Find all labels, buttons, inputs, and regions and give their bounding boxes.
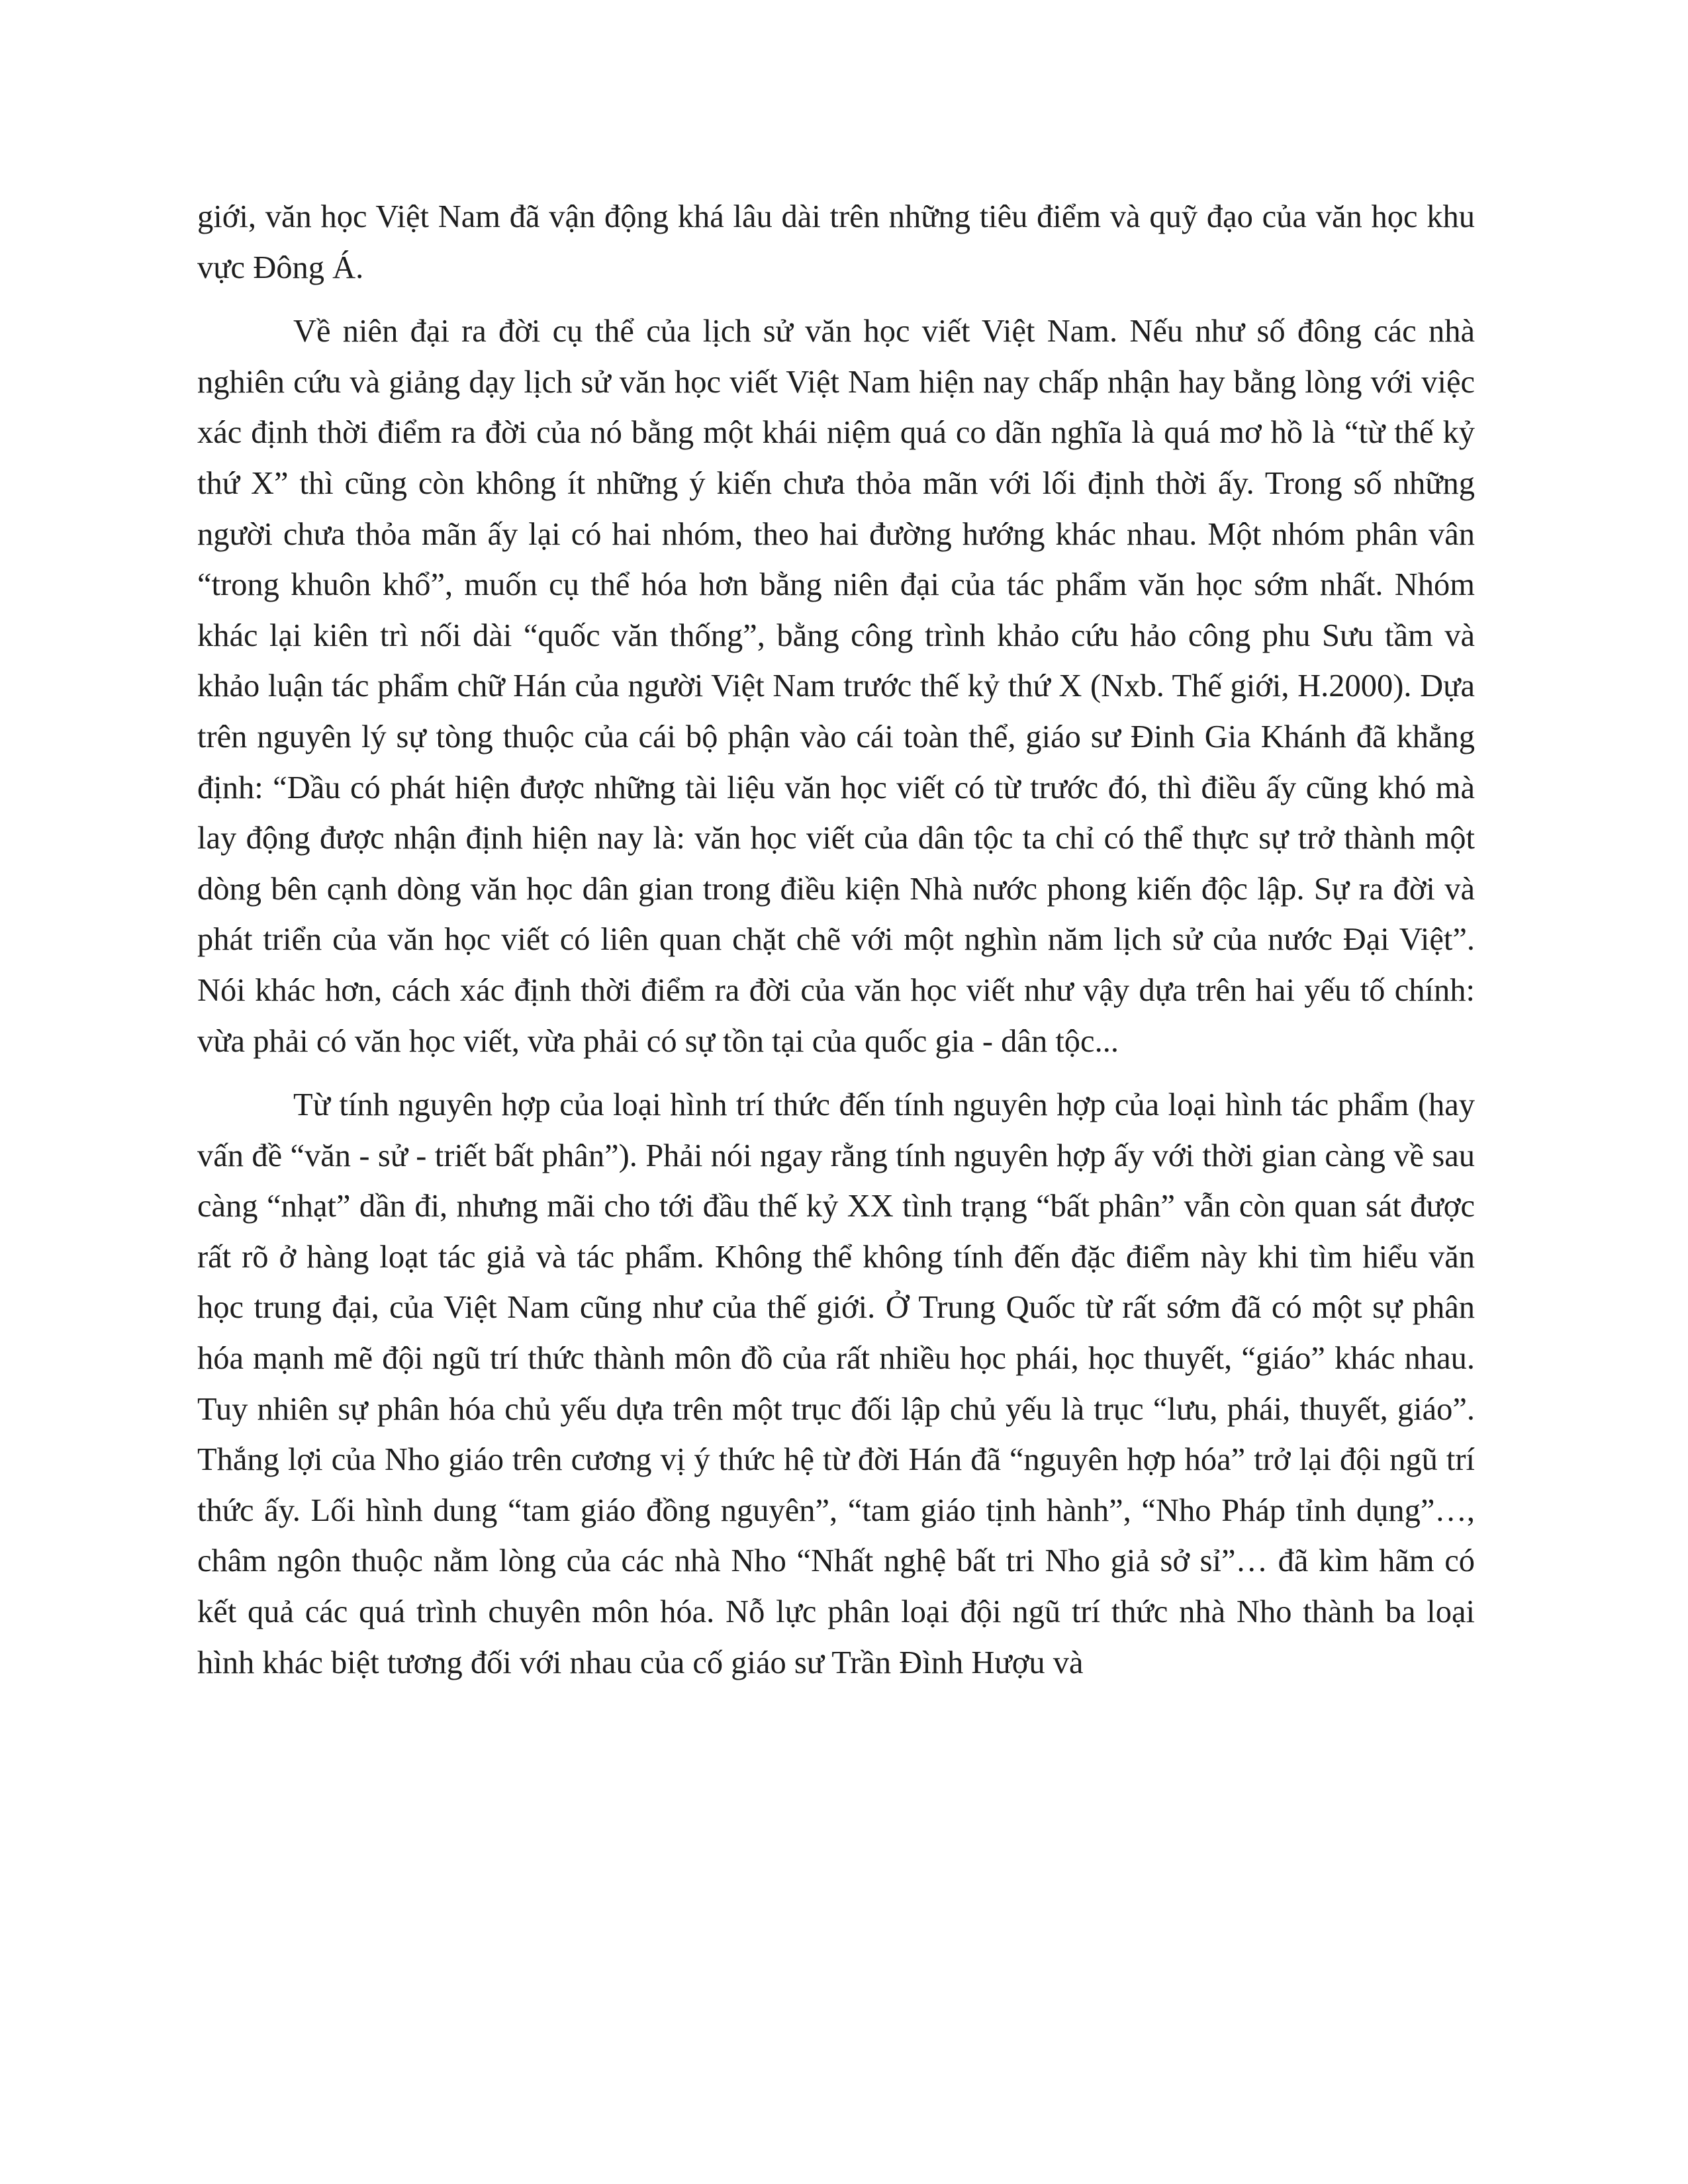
paragraph-syncretism: Từ tính nguyên hợp của loại hình trí thức đến tính nguyên hợp của loại hình tác phẩm (hay vấn đề “văn - sử - triết bất phân”). Phải nói ngay rằng tính nguyên hợp ấy với thời gian càng về sau càng “nhạt” dần đi, nhưng mãi cho tới đầu thế kỷ XX tình trạng “bất phân” vẫn còn quan sát được rất rõ ở hàng loạt tác giả và tác phẩm. Không thể không tính đến đặc điểm này khi tìm hiểu văn học trung đại, của Việt Nam cũng như của thế giới. Ở Trung Quốc từ rất sớm đã có một sự phân hóa mạnh mẽ đội ngũ trí thức thành môn đồ của rất nhiều học phái, học thuyết, “giáo” khác nhau. Tuy nhiên sự phân hóa chủ yếu dựa trên một trục đối lập chủ yếu là trục “lưu, phái, thuyết, giáo”. Thắng lợi của Nho giáo trên cương vị ý thức hệ từ đời Hán đã “nguyên hợp hóa” trở lại đội ngũ trí thức ấy. Lối hình dung “tam giáo đồng nguyên”, “tam giáo tịnh hành”, “Nho Pháp tỉnh dụng”…, châm ngôn thuộc nằm lòng của các nhà Nho “Nhất nghệ bất tri Nho giả sở sỉ”… đã kìm hãm có kết quả các quá trình chuyên môn hóa. Nỗ lực phân loại đội ngũ trí thức nhà Nho thành ba loại hình khác biệt tương đối với nhau của cố giáo sư Trần Đình Hượu và [197,1087,1475,1680]
document-page [197,192,1475,1702]
paragraph-chronology: Về niên đại ra đời cụ thể của lịch sử văn học viết Việt Nam. Nếu như số đông các nhà nghiên cứu và giảng dạy lịch sử văn học viết Việt Nam hiện nay chấp nhận hay bằng lòng với việc xác định thời điểm ra đời của nó bằng một khái niệm quá co dãn nghĩa là quá mơ hồ là “từ thế kỷ thứ X” thì cũng còn không ít những ý kiến chưa thỏa mãn với lối định thời ấy. Trong số những người chưa thỏa mãn ấy lại có hai nhóm, theo hai đường hướng khác nhau. Một nhóm phân vân “trong khuôn khổ”, muốn cụ thể hóa hơn bằng niên đại của tác phẩm văn học sớm nhất. Nhóm khác lại kiên trì nối dài “quốc văn thống”, bằng công trình khảo cứu hảo công phu Sưu tầm và khảo luận tác phẩm chữ Hán của người Việt Nam trước thế kỷ thứ X (Nxb. Thế giới, H.2000). Dựa trên nguyên lý sự tòng thuộc của cái bộ phận vào cái toàn thể, giáo sư Đinh Gia Khánh đã khẳng định: “Dầu có phát hiện được những tài liệu văn học viết có từ trước đó, thì điều ấy cũng khó mà lay động được nhận định hiện nay là: văn học viết của dân tộc ta chỉ có thể thực sự trở thành một dòng bên cạnh dòng văn học dân gian trong điều kiện Nhà nước phong kiến độc lập. Sự ra đời và phát triển của văn học viết có liên quan chặt chẽ với một nghìn năm lịch sử của nước Đại Việt”. Nói khác hơn, cách xác định thời điểm ra đời của văn học viết như vậy dựa trên hai yếu tố chính: vừa phải có văn học viết, vừa phải có sự tồn tại của quốc gia - dân tộc... [197,314,1475,1059]
paragraph-continuation: giới, văn học Việt Nam đã vận động khá lâu dài trên những tiêu điểm và quỹ đạo của văn học khu vực Đông Á. [197,199,1475,285]
